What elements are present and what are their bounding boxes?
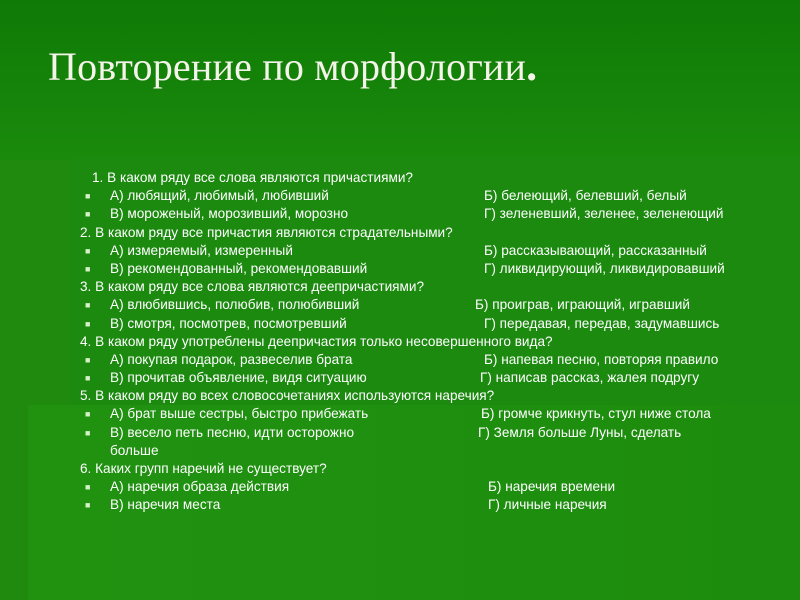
slide-title [48,40,537,91]
option-g: Г) Земля больше Луны, сделать [478,424,682,440]
option-b: Б) белеющий, белевший, белый [484,188,687,204]
bullet-icon: ■ [85,191,91,202]
answer-row [80,242,780,260]
answer-row [80,315,780,333]
bullet-icon: ■ [85,263,91,274]
slide-title-dot: . [526,41,538,90]
option-a: А) любящий, любимый, любивший [110,188,329,204]
option-b: Б) проиграв, играющий, игравший [475,297,690,313]
bullet-icon: ■ [85,373,91,384]
option-g-continuation: больше [110,442,159,458]
option-v: В) наречия места [110,497,221,513]
bullet-icon: ■ [85,209,91,220]
option-a: А) влюбившись, полюбив, полюбивший [110,297,360,313]
option-b: Б) громче крикнуть, стул ниже стола [481,406,711,422]
answer-row [80,296,780,314]
option-g: Г) зеленевший, зеленее, зеленеющий [484,206,724,222]
question-4: 4. В каком ряду употреблены деепричастия только несовершенного вида? [80,333,553,349]
answer-row [80,496,780,514]
bullet-icon: ■ [85,300,91,311]
option-a: А) покупая подарок, развеселив брата [110,351,353,367]
answer-row [80,369,780,387]
bullet-icon: ■ [85,409,91,420]
option-g: Г) личные наречия [488,497,607,513]
slide-title-text: Повторение по морфологии [48,44,527,89]
answer-row [80,405,780,423]
option-a: А) измеряемый, измеренный [110,242,293,258]
option-v: В) прочитав объявление, видя ситуацию [110,370,367,386]
option-b: Б) напевая песню, повторяя правило [484,351,719,367]
answer-row [80,205,780,223]
answer-row [80,478,780,496]
bullet-icon: ■ [85,318,91,329]
option-v: В) весело петь песню, идти осторожно [110,424,355,440]
bullet-icon: ■ [85,482,91,493]
question-5: 5. В каком ряду во всех словосочетаниях используются наречия? [80,388,495,404]
option-g: Г) ликвидирующий, ликвидировавший [484,260,725,276]
answer-row [80,187,780,205]
question-3: 3. В каком ряду все слова являются деепричастиями? [80,279,425,295]
option-a: А) брат выше сестры, быстро прибежать [110,406,369,422]
bullet-icon: ■ [85,354,91,365]
answer-row [80,424,780,442]
question-6: 6. Каких групп наречий не существует? [80,461,327,476]
option-g: Г) написав рассказ, жалея подругу [480,370,699,386]
option-g: Г) передавая, передав, задумавшись [484,315,720,331]
bullet-icon: ■ [85,500,91,511]
answer-row [80,351,780,369]
option-v: В) мороженый, морозивший, морозно [110,206,349,222]
question-1: 1. В каком ряду все слова являются причастиями? [92,170,413,185]
answer-row [80,260,780,278]
bullet-icon: ■ [85,427,91,438]
question-2: 2. В каком ряду все причастия являются страдательными? [80,224,453,240]
option-b: Б) наречия времени [488,479,616,495]
question-list [80,169,780,515]
bullet-icon: ■ [85,245,91,256]
option-v: В) смотря, посмотрев, посмотревший [110,315,347,331]
option-b: Б) рассказывающий, рассказанный [484,242,707,258]
option-a: А) наречия образа действия [110,479,290,495]
option-v: В) рекомендованный, рекомендовавший [110,260,368,276]
